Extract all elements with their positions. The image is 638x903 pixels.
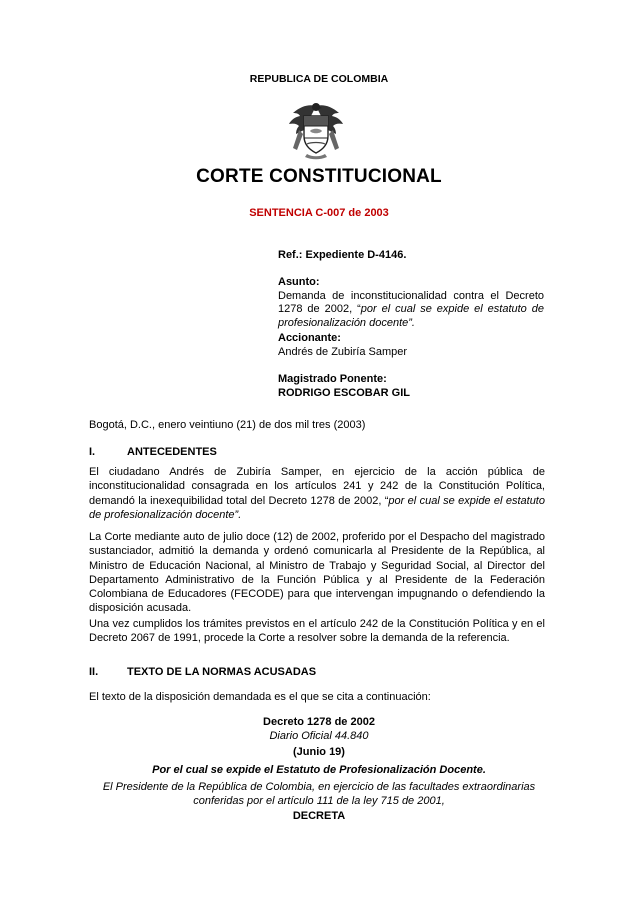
colombia-coat-of-arms-icon bbox=[287, 100, 345, 160]
magistrado-block bbox=[278, 373, 544, 400]
paragraph-antecedentes-1: El ciudadano Andrés de Zubiría Samper, en ejercicio de la acción pública de inconstitucionalidad consagrada en los artículos 241 y 242 de la Constitución Política, demandó la inexequibilidad total del Decreto 1278 de 2002, “por el cual se expide el estatuto de profesionalización docente”. bbox=[89, 466, 545, 521]
decree-decreta: DECRETA bbox=[292, 810, 346, 822]
sentencia-number: SENTENCIA C-007 de 2003 bbox=[249, 207, 389, 219]
accionante-block bbox=[278, 332, 544, 359]
decree-preamble-1: El Presidente de la República de Colombia, en ejercicio de las facultades extraordinarias bbox=[102, 781, 536, 793]
country-heading: REPUBLICA DE COLOMBIA bbox=[249, 73, 389, 85]
decree-title: Decreto 1278 de 2002 bbox=[263, 716, 375, 728]
ref-expediente: Ref.: Expediente D-4146. bbox=[278, 249, 407, 261]
magistrado-name: RODRIGO ESCOBAR GIL bbox=[278, 386, 411, 399]
magistrado-label: Magistrado Ponente: bbox=[278, 373, 387, 385]
court-name: CORTE CONSTITUCIONAL bbox=[196, 166, 442, 187]
decree-diario: Diario Oficial 44.840 bbox=[269, 730, 369, 742]
section-heading-normas: II. TEXTO DE LA NORMAS ACUSADAS bbox=[89, 666, 317, 678]
asunto-text: Demanda de inconstitucionalidad contra el Decreto 1278 de 2002, “por el cual se expide el estatuto de profesionalización docente”. bbox=[278, 289, 544, 329]
asunto-label: Asunto: bbox=[278, 276, 320, 288]
accionante-name: Andrés de Zubiría Samper bbox=[278, 345, 408, 358]
section-heading-antecedentes: I. ANTECEDENTES bbox=[89, 446, 217, 458]
asunto-block bbox=[278, 276, 544, 330]
decree-preamble-2: conferidas por el artículo 111 de la ley 715 de 2001, bbox=[193, 795, 445, 807]
date-line: Bogotá, D.C., enero veintiuno (21) de dos mil tres (2003) bbox=[89, 419, 366, 431]
decree-subtitle: Por el cual se expide el Estatuto de Profesionalización Docente. bbox=[152, 764, 486, 776]
paragraph-antecedentes-2: La Corte mediante auto de julio doce (12) de 2002, proferido por el Despacho del magistrado sustanciador, admitió la demanda y ordenó comunicarla al Presidente de la República, al Ministro de Educación Nacional, al Ministro de Trabajo y Seguridad Social, al Director del Departamento Administrativo de la Función Pública y al Presidente de la Federación Colombiana de Educadores (FECODE) para que intervengan impugnando o defendiendo la disposición acusada. bbox=[89, 531, 545, 615]
decree-date: (Junio 19) bbox=[293, 746, 345, 758]
normas-intro: El texto de la disposición demandada es el que se cita a continuación: bbox=[89, 691, 431, 703]
paragraph-antecedentes-3: Una vez cumplidos los trámites previstos en el artículo 242 de la Constitución Política y en el Decreto 2067 de 1991, procede la Corte a resolver sobre la demanda de la referencia. bbox=[89, 618, 545, 645]
accionante-label: Accionante: bbox=[278, 332, 341, 344]
